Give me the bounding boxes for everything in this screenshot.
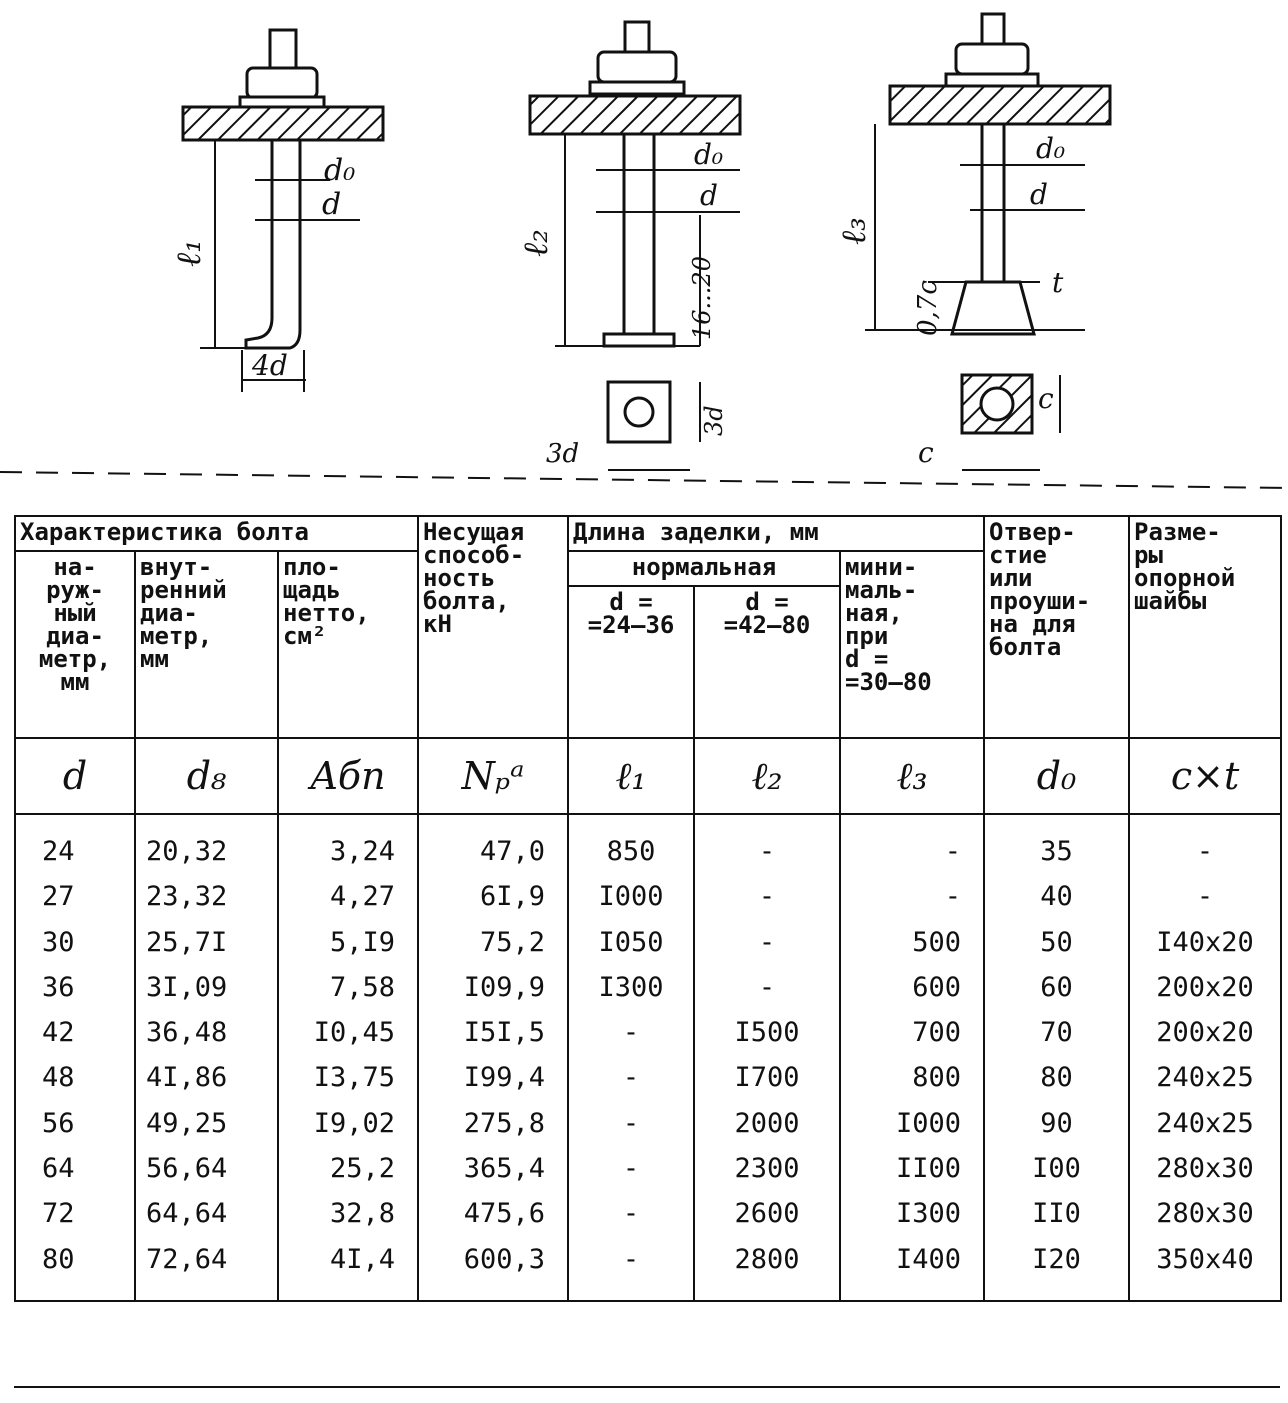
fig1-d-label: d	[322, 187, 342, 222]
figure-support-bolt	[865, 14, 1110, 470]
fig2-washer-width-label: 3d	[546, 439, 580, 469]
symbol-l3: ℓ₃	[840, 738, 984, 814]
fig1-length-label: ℓ₁	[169, 239, 209, 267]
header-embedment-length: Длина заделки, мм	[568, 516, 984, 551]
fig3-length-label: ℓ₃	[834, 217, 874, 245]
symbol-d0: d₀	[984, 738, 1129, 814]
symbol-ct: c×t	[1129, 738, 1281, 814]
data-col-d: 24 27 30 36 42 48 56 64 72 80	[15, 814, 135, 1301]
data-col-area: 3,24 4,27 5,I9 7,58 I0,45 I3,75 I9,02 25,2 32,8 4I,4	[278, 814, 418, 1301]
fig2-length-label: ℓ₂	[516, 229, 556, 257]
data-col-d0: 35 40 50 60 70 80 90 I00 II0 I20	[984, 814, 1129, 1301]
header-net-area: пло- щадь нетто, см²	[278, 551, 418, 738]
symbol-d: d	[15, 738, 135, 814]
bottom-rule	[14, 1386, 1280, 1388]
header-hole: Отвер- стие или проуши- на для болта	[984, 516, 1129, 738]
data-col-capacity: 47,0 6I,9 75,2 I09,9 I5I,5 I99,4 275,8 365,4 475,6 600,3	[418, 814, 568, 1301]
figure-bent-bolt	[183, 30, 383, 392]
fig3-d0-label: d₀	[1036, 132, 1066, 165]
data-col-l1: 850 I000 I050 I300 - - - - - -	[568, 814, 694, 1301]
symbol-capacity: Nₚᵃ	[418, 738, 568, 814]
header-inner-diameter: внут- ренний диа- метр, мм	[135, 551, 278, 738]
header-normal: нормальная	[568, 551, 840, 586]
header-minimal: мини- маль- ная, при d = =30–80	[840, 551, 984, 738]
header-capacity: Несущая способ- ность болта, кН	[418, 516, 568, 738]
fig2-d0-label: d₀	[694, 138, 724, 171]
header-outer-diameter: на- руж- ный диа- метр, мм	[15, 551, 135, 738]
fig3-c-height-label: c	[1038, 382, 1054, 415]
header-bolt-characteristics: Характеристика болта	[15, 516, 418, 551]
fig2-washer-height-label: 3d	[700, 405, 728, 436]
data-col-l3: - - 500 600 700 800 I000 II00 I300 I400	[840, 814, 984, 1301]
data-col-ct: - - I40x20 200x20 200x20 240x25 240x25 280x30 280x30 350x40	[1129, 814, 1281, 1301]
header-l1-range: d = =24–36	[568, 586, 694, 738]
symbol-d8: d₈	[135, 738, 278, 814]
data-col-d8: 20,32 23,32 25,7I 3I,09 36,48 4I,86 49,25 56,64 64,64 72,64	[135, 814, 278, 1301]
header-washer: Разме- ры опорной шайбы	[1129, 516, 1281, 738]
fig1-d0-label: d₀	[324, 153, 356, 188]
fig3-c-width-label: c	[918, 436, 934, 469]
fig1-bend-label: 4d	[252, 349, 288, 382]
bolt-table	[14, 515, 1282, 1302]
figure-plate-bolt	[530, 22, 740, 470]
symbol-l2: ℓ₂	[694, 738, 840, 814]
symbol-l1: ℓ₁	[568, 738, 694, 814]
bolt-drawings	[0, 0, 1288, 500]
fig2-plate-height-label: 16...20	[688, 256, 716, 340]
data-col-l2: - - - - I500 I700 2000 2300 2600 2800	[694, 814, 840, 1301]
fig3-d-label: d	[1030, 178, 1048, 211]
fig2-d-label: d	[700, 179, 718, 212]
fig3-t-label: t	[1052, 266, 1064, 299]
fig3-height-label: 0,7c	[913, 280, 943, 336]
header-l2-range: d = =42–80	[694, 586, 840, 738]
symbol-area: Aбп	[278, 738, 418, 814]
